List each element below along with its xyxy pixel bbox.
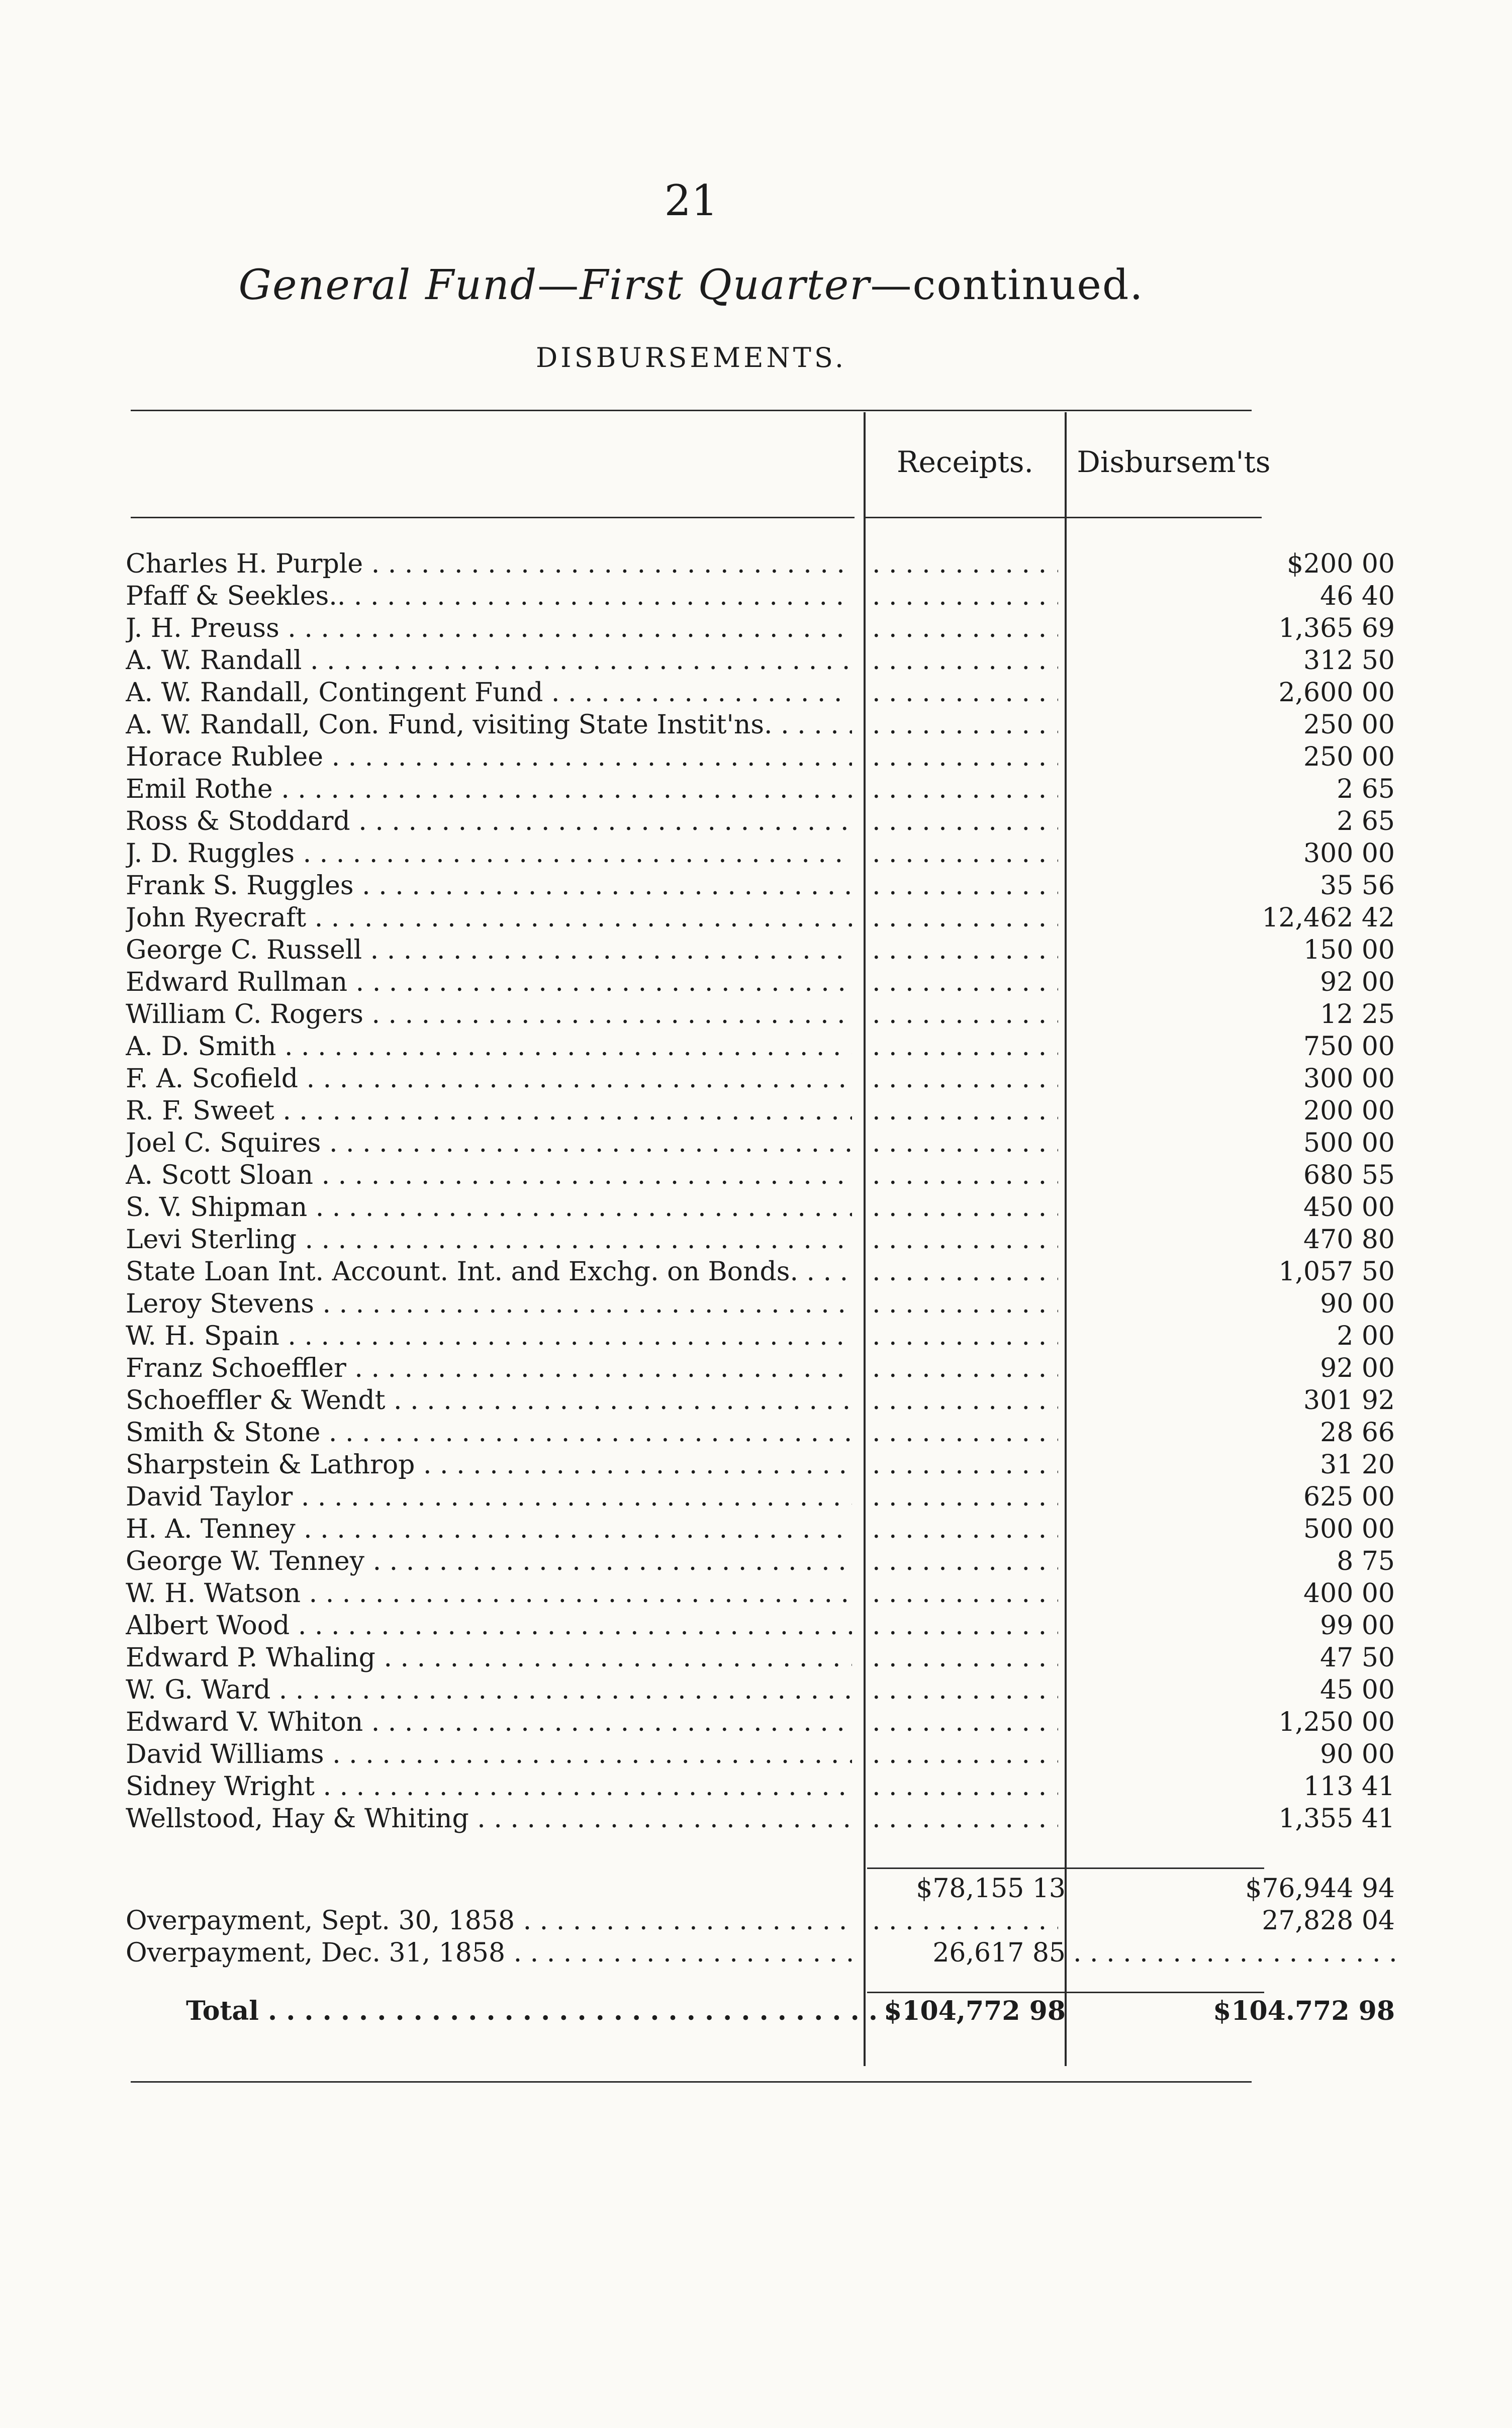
- disbursement-amount: 2,600 00: [1278, 678, 1395, 708]
- payee-name: Edward V. Whiton . . .: [126, 1706, 852, 1738]
- receipts-leader: [872, 1417, 1058, 1449]
- total-label: Total . . .: [126, 1995, 912, 2027]
- payee-name: A. D. Smith . . .: [126, 1031, 852, 1063]
- receipts-leader: [872, 1127, 1058, 1159]
- table-row: [126, 1706, 1395, 1738]
- title-continued: continued.: [912, 261, 1144, 309]
- title-dash-1: —: [537, 261, 580, 309]
- table-row: [126, 805, 1395, 837]
- overpayment-row: [126, 1937, 1267, 1969]
- payee-name: Edward Rullman . . .: [126, 966, 852, 998]
- disbursement-amount: 500 00: [1303, 1128, 1395, 1158]
- disbursement-amount: 1,057 50: [1278, 1257, 1395, 1287]
- table-row: [126, 1803, 1395, 1835]
- receipts-leader: [872, 1803, 1058, 1835]
- receipts-leader: [872, 837, 1058, 870]
- disbursement-amount: 1,355 41: [1278, 1804, 1395, 1834]
- table-bottom-rule: [131, 2081, 1252, 2083]
- disbursement-amount: 2 65: [1337, 774, 1395, 804]
- payee-name: A. W. Randall . . .: [126, 644, 852, 677]
- receipts-leader: [872, 1706, 1058, 1738]
- payee-name: Charles H. Purple . . .: [126, 548, 852, 580]
- header-bottom-rule-right: [865, 517, 1262, 518]
- payee-name: Ross & Stoddard . . .: [126, 805, 852, 837]
- disbursement-amount: 45 00: [1320, 1675, 1395, 1705]
- receipts-leader: [872, 1063, 1058, 1095]
- table-row: [126, 1191, 1395, 1224]
- payee-name: A. W. Randall, Con. Fund, visiting State Instit'ns. . . .: [126, 709, 852, 741]
- disbursement-rows: [126, 548, 1395, 1835]
- table-row: [126, 1449, 1395, 1481]
- table-row: [126, 1513, 1395, 1545]
- overpayment-label: Overpayment, Sept. 30, 1858 . . .: [126, 1905, 852, 1937]
- payee-name: A. W. Randall, Contingent Fund . . .: [126, 677, 852, 709]
- disbursement-amount: 31 20: [1320, 1450, 1395, 1480]
- disbursement-amount: 12,462 42: [1262, 903, 1395, 933]
- table-row: [126, 966, 1395, 998]
- table-row: [126, 1256, 1395, 1288]
- receipts-leader: [872, 1224, 1058, 1256]
- disbursement-amount: 8 75: [1337, 1546, 1395, 1576]
- receipts-leader: [872, 1738, 1058, 1770]
- total-row: [126, 1995, 1395, 2027]
- payee-name: John Ryecraft . . .: [126, 902, 852, 934]
- disbursement-amount: 301 92: [1303, 1385, 1395, 1416]
- section-heading: DISBURSEMENTS.: [535, 342, 847, 373]
- receipts-column-header: Receipts.: [897, 445, 1033, 479]
- payee-name: Horace Rublee . . .: [126, 741, 852, 773]
- receipts-leader: [872, 580, 1058, 612]
- disbursement-amount: 2 65: [1337, 806, 1395, 836]
- receipts-leader: [872, 741, 1058, 773]
- payee-name: Joel C. Squires . . .: [126, 1127, 852, 1159]
- table-row: [126, 870, 1395, 902]
- table-row: [126, 1063, 1395, 1095]
- receipts-leader: [872, 644, 1058, 677]
- receipts-leader: [872, 1256, 1058, 1288]
- table-row: [126, 644, 1395, 677]
- disbursement-amount: 680 55: [1303, 1160, 1395, 1190]
- disbursement-amount: 12 25: [1320, 999, 1395, 1030]
- payee-name: J. D. Ruggles . . .: [126, 837, 852, 870]
- overpayment-label: Overpayment, Dec. 31, 1858 . . .: [126, 1937, 852, 1969]
- receipts-leader: [872, 805, 1058, 837]
- receipts-leader: [872, 1384, 1058, 1417]
- table-row: [126, 1770, 1395, 1803]
- overpayment-row: [126, 1905, 1395, 1937]
- receipts-leader: [872, 612, 1058, 644]
- payee-name: W. H. Watson . . .: [126, 1577, 852, 1610]
- table-row: [126, 934, 1395, 966]
- table-row: [126, 709, 1395, 741]
- overpayment-receipts-leader: [872, 1905, 1058, 1937]
- payee-name: H. A. Tenney . . .: [126, 1513, 852, 1545]
- disbursement-amount: $200 00: [1286, 549, 1395, 579]
- disbursement-amount: 400 00: [1303, 1578, 1395, 1609]
- disbursement-amount: 113 41: [1303, 1771, 1395, 1802]
- payee-name: Albert Wood . . .: [126, 1610, 852, 1642]
- disbursement-amount: 150 00: [1303, 935, 1395, 965]
- payee-name: State Loan Int. Account. Int. and Exchg. on Bonds. . . .: [126, 1256, 852, 1288]
- disbursement-amount: 99 00: [1320, 1611, 1395, 1641]
- disbursement-amount: 92 00: [1320, 1353, 1395, 1383]
- disbursement-amount: 92 00: [1320, 967, 1395, 997]
- table-row: [126, 773, 1395, 805]
- disbursement-amount: 300 00: [1303, 838, 1395, 869]
- payee-name: Edward P. Whaling . . .: [126, 1642, 852, 1674]
- receipts-leader: [872, 1577, 1058, 1610]
- disbursement-amount: 470 80: [1303, 1225, 1395, 1255]
- table-row: [126, 1320, 1395, 1352]
- table-row: [126, 1610, 1395, 1642]
- title-quarter: First Quarter: [580, 261, 871, 309]
- payee-name: F. A. Scofield . . .: [126, 1063, 852, 1095]
- receipts-leader: [872, 998, 1058, 1031]
- receipts-leader: [872, 1288, 1058, 1320]
- total-disbursements: $104.772 98: [1213, 1996, 1395, 2026]
- payee-name: Wellstood, Hay & Whiting . . .: [126, 1803, 852, 1835]
- receipts-leader: [872, 677, 1058, 709]
- receipts-leader: [872, 1352, 1058, 1384]
- disbursement-amount: 300 00: [1303, 1064, 1395, 1094]
- subtotal-disbursements: $76,944 94: [1245, 1874, 1395, 1904]
- receipts-leader: [872, 1642, 1058, 1674]
- payee-name: William C. Rogers . . .: [126, 998, 852, 1031]
- disbursement-amount: 750 00: [1303, 1032, 1395, 1062]
- disbursement-amount: 2 00: [1337, 1321, 1395, 1351]
- table-row: [126, 1577, 1395, 1610]
- receipts-leader: [872, 1481, 1058, 1513]
- subtotal-receipts: $78,155 13: [916, 1874, 1066, 1904]
- table-row: [126, 1738, 1395, 1770]
- overpayment-disbursements-leader: [1073, 1937, 1395, 1969]
- table-footer: [126, 1873, 1395, 2027]
- receipts-leader: [872, 1610, 1058, 1642]
- total-receipts: $104,772 98: [884, 1996, 1066, 2026]
- receipts-leader: [872, 1545, 1058, 1577]
- disbursement-amount: 90 00: [1320, 1289, 1395, 1319]
- payee-name: A. Scott Sloan . . .: [126, 1159, 852, 1191]
- table-row: [126, 1481, 1395, 1513]
- table-row: [126, 1545, 1395, 1577]
- receipts-leader: [872, 1513, 1058, 1545]
- payee-name: Smith & Stone . . .: [126, 1417, 852, 1449]
- receipts-leader: [872, 1449, 1058, 1481]
- table-row: [126, 741, 1395, 773]
- disbursement-amount: 450 00: [1303, 1192, 1395, 1223]
- page-number: 21: [664, 176, 718, 225]
- payee-name: J. H. Preuss . . .: [126, 612, 852, 644]
- table-row: [126, 1642, 1395, 1674]
- title-dash-2: —: [870, 261, 913, 309]
- disbursement-amount: 312 50: [1303, 645, 1395, 676]
- payee-name: Sharpstein & Lathrop . . .: [126, 1449, 852, 1481]
- payee-name: Levi Sterling . . .: [126, 1224, 852, 1256]
- disbursement-amount: 200 00: [1303, 1096, 1395, 1126]
- receipts-leader: [872, 1159, 1058, 1191]
- receipts-leader: [872, 1770, 1058, 1803]
- receipts-leader: [872, 902, 1058, 934]
- receipts-leader: [872, 1191, 1058, 1224]
- disbursement-amount: 500 00: [1303, 1514, 1395, 1544]
- receipts-leader: [872, 934, 1058, 966]
- table-top-rule: [131, 410, 1252, 411]
- disbursement-amount: 90 00: [1320, 1739, 1395, 1769]
- disbursement-amount: 28 66: [1320, 1418, 1395, 1448]
- disbursement-amount: 250 00: [1303, 742, 1395, 772]
- table-row: [126, 1224, 1395, 1256]
- receipts-leader: [872, 1674, 1058, 1706]
- disbursement-amount: 47 50: [1320, 1643, 1395, 1673]
- receipts-leader: [872, 966, 1058, 998]
- table-row: [126, 580, 1395, 612]
- receipts-leader: [872, 1095, 1058, 1127]
- disbursement-amount: 1,250 00: [1278, 1707, 1395, 1737]
- disbursement-amount: 35 56: [1320, 871, 1395, 901]
- payee-name: Frank S. Ruggles . . .: [126, 870, 852, 902]
- table-row: [126, 1417, 1395, 1449]
- table-row: [126, 1127, 1395, 1159]
- table-row: [126, 1288, 1395, 1320]
- table-row: [126, 548, 1395, 580]
- receipts-leader: [872, 1031, 1058, 1063]
- table-row: [126, 1031, 1395, 1063]
- disbursements-column-header: Disbursem'ts: [1077, 445, 1271, 479]
- payee-name: W. G. Ward . . .: [126, 1674, 852, 1706]
- subtotal-row: [126, 1873, 1395, 1905]
- disbursement-amount: 625 00: [1303, 1482, 1395, 1512]
- payee-name: Leroy Stevens . . .: [126, 1288, 852, 1320]
- payee-name: Schoeffler & Wendt . . .: [126, 1384, 852, 1417]
- header-bottom-rule: [131, 517, 855, 518]
- payee-name: George C. Russell . . .: [126, 934, 852, 966]
- payee-name: W. H. Spain . . .: [126, 1320, 852, 1352]
- receipts-leader: [872, 1320, 1058, 1352]
- receipts-leader: [872, 870, 1058, 902]
- table-row: [126, 998, 1395, 1031]
- table-row: [126, 677, 1395, 709]
- disbursement-amount: 46 40: [1320, 581, 1395, 611]
- payee-name: Sidney Wright . . .: [126, 1770, 852, 1803]
- payee-name: Pfaff & Seekles.. . . .: [126, 580, 852, 612]
- disbursement-amount: 250 00: [1303, 710, 1395, 740]
- table-row: [126, 1095, 1395, 1127]
- overpayment-disbursements: 27,828 04: [1262, 1906, 1395, 1936]
- table-row: [126, 612, 1395, 644]
- table-row: [126, 837, 1395, 870]
- payee-name: Emil Rothe . . .: [126, 773, 852, 805]
- table-row: [126, 1674, 1395, 1706]
- table-row: [126, 902, 1395, 934]
- payee-name: David Williams . . .: [126, 1738, 852, 1770]
- payee-name: S. V. Shipman . . .: [126, 1191, 852, 1224]
- page-title: [0, 261, 1382, 309]
- disbursement-amount: 1,365 69: [1278, 613, 1395, 643]
- payee-name: R. F. Sweet . . .: [126, 1095, 852, 1127]
- table-row: [126, 1352, 1395, 1384]
- title-fund: General Fund: [238, 261, 538, 309]
- overpayment-receipts: 26,617 85: [932, 1938, 1066, 1968]
- receipts-leader: [872, 773, 1058, 805]
- receipts-leader: [872, 548, 1058, 580]
- payee-name: George W. Tenney . . .: [126, 1545, 852, 1577]
- table-row: [126, 1384, 1395, 1417]
- payee-name: David Taylor . . .: [126, 1481, 852, 1513]
- receipts-leader: [872, 709, 1058, 741]
- table-row: [126, 1159, 1395, 1191]
- payee-name: Franz Schoeffler . . .: [126, 1352, 852, 1384]
